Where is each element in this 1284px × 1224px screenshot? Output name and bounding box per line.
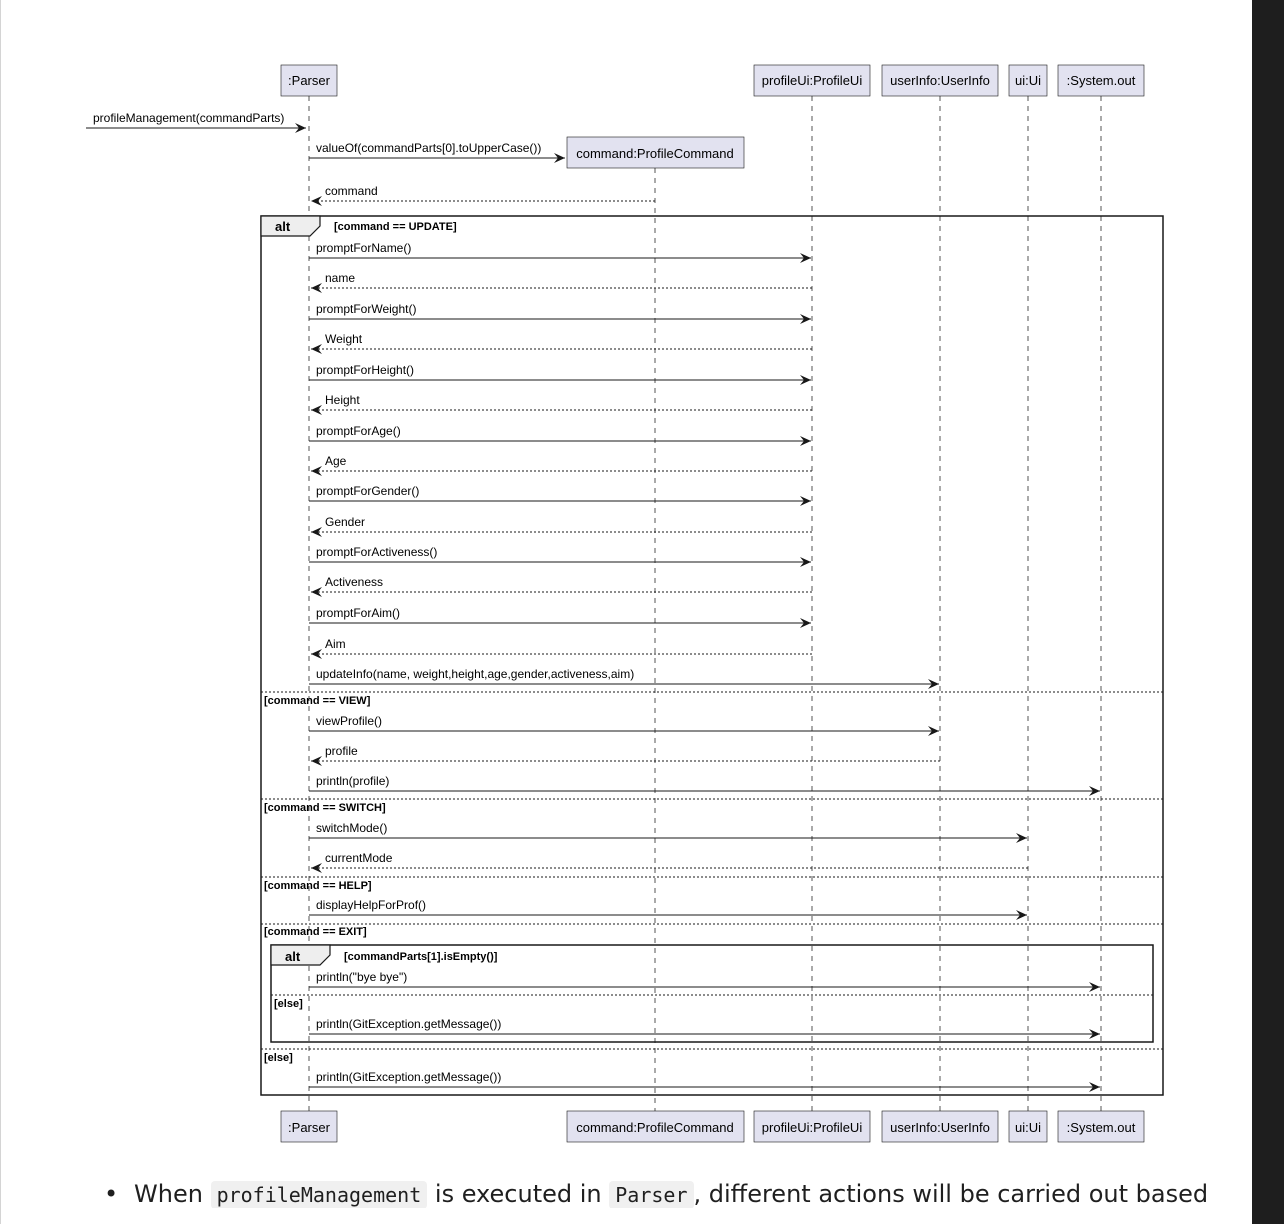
message: [309, 970, 1100, 987]
return-message: [311, 332, 812, 349]
return-message: [311, 575, 812, 592]
scrollbar-gutter[interactable]: [1252, 0, 1284, 1224]
message: [309, 484, 811, 501]
alt-tag: alt: [285, 949, 301, 964]
message-label: println("bye bye"): [316, 970, 408, 984]
participant-label: userInfo:UserInfo: [890, 73, 990, 88]
participant-parser-top: [281, 65, 337, 96]
message-label: profileManagement(commandParts): [93, 111, 285, 125]
message-label: Activeness: [325, 575, 384, 589]
message-label: promptForWeight(): [316, 302, 417, 316]
message: [309, 821, 1027, 838]
message: [309, 1017, 1100, 1034]
message-label: promptForGender(): [316, 484, 420, 498]
message-label: viewProfile(): [316, 714, 383, 728]
return-message: [311, 515, 812, 532]
guard-switch: [command == SWITCH]: [264, 802, 386, 814]
participant-ui-bottom: [1009, 1111, 1047, 1142]
return-message: [311, 271, 812, 288]
participant-label: ui:Ui: [1014, 1120, 1042, 1135]
bullet-icon: •: [104, 1180, 119, 1208]
guard-update: [command == UPDATE]: [334, 221, 457, 233]
message-label: displayHelpForProf(): [316, 898, 427, 912]
participant-ui-top: [1009, 65, 1047, 96]
return-message: [311, 454, 812, 471]
message-label: name: [325, 271, 356, 285]
message-label: promptForAge(): [316, 424, 401, 438]
participant-profile-ui-top: [754, 65, 870, 96]
message-label: promptForHeight(): [316, 363, 415, 377]
message: [309, 898, 1027, 915]
return-message: [311, 184, 655, 201]
message-label: profile: [325, 744, 358, 758]
message: [309, 714, 939, 731]
participant-label: profileUi:ProfileUi: [761, 73, 863, 88]
message-label: promptForName(): [316, 241, 412, 255]
description-bullet: [104, 1180, 1244, 1208]
message: [309, 545, 811, 562]
message: [309, 774, 1100, 791]
message-label: promptForActiveness(): [316, 545, 438, 559]
message: [309, 363, 811, 380]
messages: [86, 111, 1100, 1087]
return-message: [311, 637, 812, 654]
message-label: command: [325, 184, 378, 198]
message-label: println(GitException.getMessage()): [316, 1017, 502, 1031]
inline-code: profileManagement: [211, 1181, 428, 1208]
message: [309, 141, 565, 158]
participant-user-info-bottom: [882, 1111, 998, 1142]
participant-user-info-top: [882, 65, 998, 96]
participant-system-out-top: [1058, 65, 1144, 96]
message-label: currentMode: [325, 851, 393, 865]
message-label: println(profile): [316, 774, 390, 788]
guard-else: [else]: [264, 1052, 293, 1064]
guard-inner-else: [else]: [274, 998, 303, 1010]
participant-parser-bottom: [281, 1111, 337, 1142]
participant-profile-ui-bottom: [754, 1111, 870, 1142]
participant-label: userInfo:UserInfo: [890, 1120, 990, 1135]
message: [309, 606, 811, 623]
participant-label: ui:Ui: [1014, 73, 1042, 88]
message-label: Age: [325, 454, 347, 468]
guard-help: [command == HELP]: [264, 880, 372, 892]
guard-empty: [commandParts[1].isEmpty()]: [344, 951, 498, 963]
guard-exit: [command == EXIT]: [264, 926, 367, 938]
message-label: Gender: [325, 515, 366, 529]
message-label: valueOf(commandParts[0].toUpperCase()): [316, 141, 542, 155]
return-message: [311, 393, 812, 410]
participant-label: :Parser: [288, 1120, 330, 1135]
message: [309, 667, 939, 684]
description-middle: is executed in: [434, 1180, 602, 1208]
message-label: Weight: [325, 332, 363, 346]
message-label: Height: [325, 393, 360, 407]
return-message: [311, 744, 940, 761]
participant-command-bottom: [567, 1111, 744, 1142]
message: [86, 111, 306, 128]
guard-view: [command == VIEW]: [264, 695, 371, 707]
message-label: updateInfo(name, weight,height,age,gender,activeness,aim): [316, 667, 635, 681]
message: [309, 241, 811, 258]
participant-label: profileUi:ProfileUi: [761, 1120, 863, 1135]
message-label: switchMode(): [316, 821, 388, 835]
inline-code: Parser: [609, 1181, 693, 1208]
message: [309, 302, 811, 319]
return-message: [311, 851, 1028, 868]
message-label: println(GitException.getMessage()): [316, 1070, 502, 1084]
message: [309, 1070, 1100, 1087]
message-label: Aim: [325, 637, 346, 651]
participant-label: :Parser: [288, 73, 330, 88]
participant-label: command:ProfileCommand: [576, 146, 734, 161]
message: [309, 424, 811, 441]
participant-label: :System.out: [1066, 73, 1136, 88]
alt-tag: alt: [275, 219, 291, 234]
description-prefix: When: [134, 1180, 203, 1208]
participant-command-created: [567, 137, 744, 168]
participant-label: :System.out: [1066, 1120, 1136, 1135]
description-suffix: , different actions will be carried out based: [693, 1180, 1209, 1208]
participant-label: command:ProfileCommand: [576, 1120, 734, 1135]
participant-system-out-bottom: [1058, 1111, 1144, 1142]
message-label: promptForAim(): [316, 606, 401, 620]
